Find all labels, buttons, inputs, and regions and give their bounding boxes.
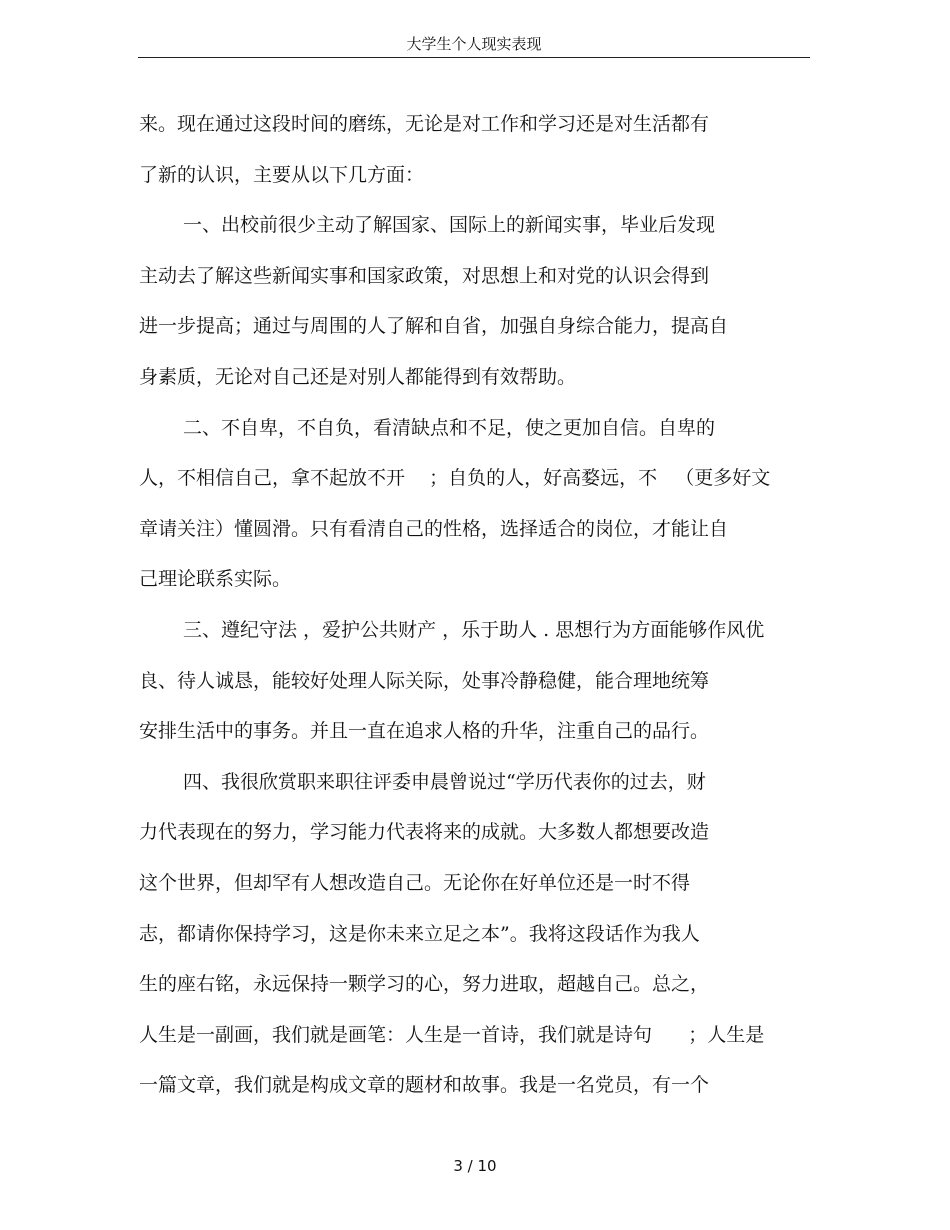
text-line: 了新的认识，主要从以下几方面： — [139, 163, 425, 186]
text-line: 二、不自卑，不自负，看清缺点和不足，使之更加自信。自卑的 — [183, 416, 716, 439]
text-line: 人，不相信自己，拿不起放不开 ；自负的人，好高婺远，不 （更多好文 — [139, 467, 771, 490]
text-line: 主动去了解这些新闻实事和国家政策，对思想上和对党的认识会得到 — [139, 264, 710, 287]
text-line: 来。现在通过这段时间的磨练，无论是对工作和学习还是对生活都有 — [139, 113, 710, 135]
document-body — [139, 112, 811, 1124]
text-line: 四、我很欣赏职来职往评委申晨曾说过“学历代表你的过去，财 — [183, 770, 706, 793]
text-line: 安排生活中的事务。并且一直在追求人格的升华，注重自己的品行。 — [139, 720, 710, 743]
text-line: 己理论联系实际。 — [139, 568, 292, 591]
text-line: 人生是一副画，我们就是画笔：人生是一首诗，我们就是诗句 ；人生是 — [139, 1023, 765, 1046]
text-line: 这个世界，但却罕有人想改造自己。无论你在好单位还是一时不得 — [139, 871, 691, 894]
page-number: 3 / 10 — [453, 1157, 497, 1175]
text-line: 良、待人诚恳，能较好处理人际关际，处事冷静稳健，能合理地统筹 — [139, 669, 710, 692]
text-line: 志，都请你保持学习，这是你未来立足之本”。我将这段话作为我人 — [139, 922, 700, 945]
text-line: 力代表现在的努力，学习能力代表将来的成就。大多数人都想要改造 — [139, 821, 710, 844]
text-line: 进一步提高；通过与周围的人了解和自省，加强自身综合能力，提高自 — [139, 315, 729, 338]
text-line: 一篇文章，我们就是构成文章的题材和故事。我是一名党员，有一个 — [139, 1074, 710, 1097]
text-line: 三、遵纪守法 ，爱护公共财产 ，乐于助人 . 思想行为方面能够作风优 — [183, 618, 765, 641]
text-line: 生的座右铭，永远保持一颗学习的心，努力进取，超越自己。总之， — [139, 973, 710, 996]
text-line: 一、出校前很少主动了解国家、国际上的新闻实事，毕业后发现 — [183, 214, 716, 237]
text-line: 身素质，无论对自己还是对别人都能得到有效帮助。 — [139, 365, 577, 388]
page-header — [138, 33, 810, 58]
document-title: 大学生个人现实表现 — [406, 35, 542, 53]
page-footer — [0, 1157, 950, 1175]
text-line: 章请关注）懂圆滑。只有看清自己的性格，选择适合的岗位，才能让自 — [139, 517, 729, 540]
